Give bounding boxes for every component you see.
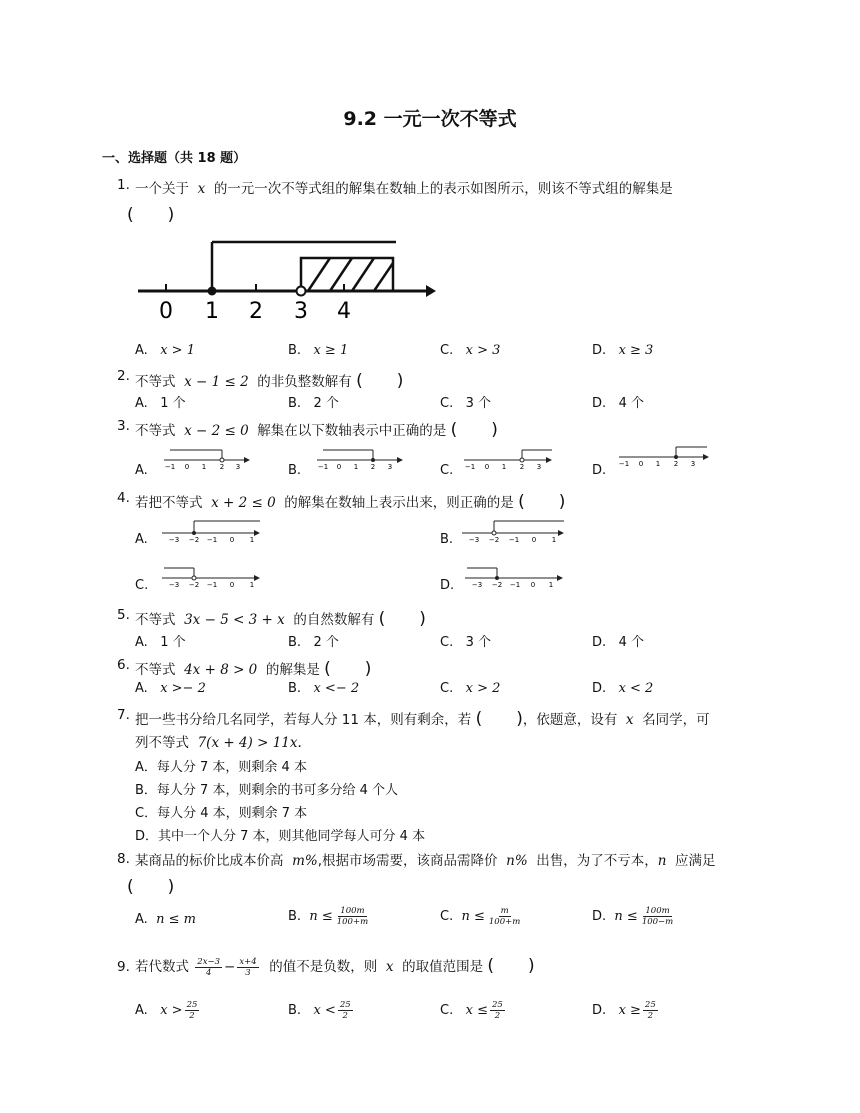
svg-text:1: 1 [501,463,507,471]
q7-option-d[interactable]: D．其中一个人分 7 本，则其他同学每人可分 4 本 [135,829,426,844]
svg-text:−3: −3 [168,581,180,589]
q3-option-d-label[interactable]: D. [592,463,607,478]
svg-text:1: 1 [655,460,661,468]
q1-text: 一个关于 x 的一元一次不等式组的解集在数轴上的表示如图所示，则该不等式组的解集是 [135,181,673,197]
svg-text:−1: −1 [508,536,520,544]
q2-text: 不等式 x − 1 ≤ 2 的非负整数解有 ( ) [135,371,404,391]
q1-solid-dot [208,287,217,296]
q1-axis-arrow [426,285,436,297]
q9-text: 若代数式 $\frac{2x-3}{4}$ − $\frac{x+4}{3}$ 的值不是负数，则 x 的取值范围是 ( ) [135,956,535,978]
svg-text:0: 0 [229,536,235,544]
q8-option-d[interactable]: D. n ≤ $\frac{100m}{100-m}$ [592,906,674,927]
svg-text:−1: −1 [618,460,630,468]
svg-text:−2: −2 [488,536,500,544]
q3-number: 3. [117,418,130,434]
svg-text:3: 3 [536,463,542,471]
svg-text:−1: −1 [206,581,218,589]
q4-option-c-line[interactable] [160,565,265,592]
q2-option-c[interactable]: C. 3 个 [440,396,492,411]
q1-number: 1. [117,177,130,193]
q3-option-b-line[interactable] [315,447,405,472]
q1-option-b[interactable]: B. x ≥ 1 [288,343,349,358]
svg-text:−3: −3 [168,536,180,544]
q4-option-a-line[interactable] [160,518,265,545]
q8-option-b[interactable]: B. n ≤ $\frac{100m}{100+m}$ [288,906,369,927]
svg-text:−1: −1 [509,581,521,589]
q8-option-c[interactable]: C. n ≤ $\frac{m}{100+m}$ [440,906,521,927]
q5-option-b[interactable]: B. 2 个 [288,635,339,650]
q1-tick-2: 2 [249,299,263,324]
q8-number: 8. [117,851,130,867]
svg-text:1: 1 [548,581,554,589]
q8-answer-paren: ( ) [127,877,175,897]
svg-text:0: 0 [638,460,644,468]
q8-text: 某商品的标价比成本价高 m%,根据市场需要，该商品需降价 n% 出售，为了不亏本，n 应满足 [135,853,716,869]
q1-tick-1: 1 [205,299,219,324]
svg-text:1: 1 [353,463,359,471]
svg-text:1: 1 [201,463,207,471]
q6-option-a[interactable]: A. x >− 2 [135,681,206,696]
q8-option-a[interactable]: A. n ≤ m [135,912,196,927]
q4-text: 若把不等式 x + 2 ≤ 0 的解集在数轴上表示出来，则正确的是 ( ) [135,492,566,512]
svg-text:0: 0 [531,536,537,544]
q1-tick-4: 4 [337,299,351,324]
q1-hollow-dot [297,287,306,296]
q1-option-a[interactable]: A. x > 1 [135,343,195,358]
q7-option-c[interactable]: C．每人分 4 本，则剩余 7 本 [135,806,308,821]
svg-text:1: 1 [551,536,557,544]
q1-number-line-figure [130,236,450,326]
svg-text:0: 0 [530,581,536,589]
q3-option-a-label[interactable]: A. [135,463,148,478]
svg-text:2: 2 [219,463,225,471]
q9-number: 9. [117,959,130,975]
q4-number: 4. [117,490,130,506]
q6-option-c[interactable]: C. x > 2 [440,681,501,696]
q1-hatched-region [301,258,393,291]
svg-text:−2: −2 [491,581,503,589]
page-title: 9.2 一元一次不等式 [343,108,517,130]
q3-option-a-line[interactable] [162,447,252,472]
q9-option-d[interactable]: D. x ≥ $\frac{25}{2}$ [592,1000,656,1021]
svg-text:2: 2 [370,463,376,471]
q1-answer-paren: ( ) [127,205,175,225]
q1-tick-0: 0 [159,299,173,324]
q6-option-d[interactable]: D. x < 2 [592,681,654,696]
q4-option-d-line[interactable] [463,565,568,592]
svg-text:−1: −1 [464,463,476,471]
svg-text:2: 2 [519,463,525,471]
q5-option-a[interactable]: A. 1 个 [135,635,186,650]
svg-text:3: 3 [690,460,696,468]
q1-option-d[interactable]: D. x ≥ 3 [592,343,654,358]
q6-option-b[interactable]: B. x <− 2 [288,681,360,696]
q7-text: 把一些书分给几名同学，若每人分 11 本，则有剩余，若 ( )，依题意，设有 x 名同学，可 [135,709,710,729]
svg-text:1: 1 [249,536,255,544]
q2-number: 2. [117,368,130,384]
svg-text:−3: −3 [471,581,483,589]
q4-option-a-label[interactable]: A. [135,532,148,547]
q6-text: 不等式 4x + 8 > 0 的解集是 ( ) [135,659,372,679]
q5-number: 5. [117,607,130,623]
q5-text: 不等式 3x − 5 < 3 + x 的自然数解有 ( ) [135,609,426,629]
q4-option-d-label[interactable]: D. [440,578,455,593]
svg-text:2: 2 [673,460,679,468]
q5-option-c[interactable]: C. 3 个 [440,635,492,650]
q3-option-c-line[interactable] [462,447,554,472]
q9-option-a[interactable]: A. x > $\frac{25}{2}$ [135,1000,198,1021]
q2-option-d[interactable]: D. 4 个 [592,396,644,411]
svg-text:0: 0 [229,581,235,589]
svg-text:0: 0 [336,463,342,471]
q5-option-d[interactable]: D. 4 个 [592,635,644,650]
section-heading: 一、选择题（共 18 题） [102,151,247,166]
q3-option-d-line[interactable] [617,444,712,469]
q3-option-c-label[interactable]: C. [440,463,454,478]
q9-option-b[interactable]: B. x < $\frac{25}{2}$ [288,1000,351,1021]
q7-number: 7. [117,707,130,723]
svg-text:1: 1 [249,581,255,589]
q3-text: 不等式 x − 2 ≤ 0 解集在以下数轴表示中正确的是 ( ) [135,420,498,440]
q7-text-line2: 列不等式 7(x + 4) > 11x. [135,735,302,751]
q1-tick-3: 3 [294,299,308,324]
q9-option-c[interactable]: C. x ≤ $\frac{25}{2}$ [440,1000,503,1021]
svg-text:−3: −3 [468,536,480,544]
q4-option-b-label[interactable]: B. [440,532,454,547]
svg-text:−1: −1 [164,463,176,471]
q1-option-c[interactable]: C. x > 3 [440,343,501,358]
q3-option-b-label[interactable]: B. [288,463,302,478]
svg-text:−2: −2 [188,536,200,544]
q4-option-b-line[interactable] [460,518,570,545]
svg-text:3: 3 [235,463,241,471]
q7-option-a[interactable]: A．每人分 7 本，则剩余 4 本 [135,760,307,775]
q7-option-b[interactable]: B．每人分 7 本，则剩余的书可多分给 4 个人 [135,783,398,798]
svg-text:−2: −2 [188,581,200,589]
q2-option-a[interactable]: A. 1 个 [135,396,186,411]
svg-text:−1: −1 [206,536,218,544]
q4-option-c-label[interactable]: C. [135,578,149,593]
q6-number: 6. [117,657,130,673]
svg-text:−1: −1 [317,463,329,471]
svg-text:3: 3 [387,463,393,471]
svg-text:0: 0 [184,463,190,471]
svg-text:0: 0 [484,463,490,471]
q2-option-b[interactable]: B. 2 个 [288,396,339,411]
